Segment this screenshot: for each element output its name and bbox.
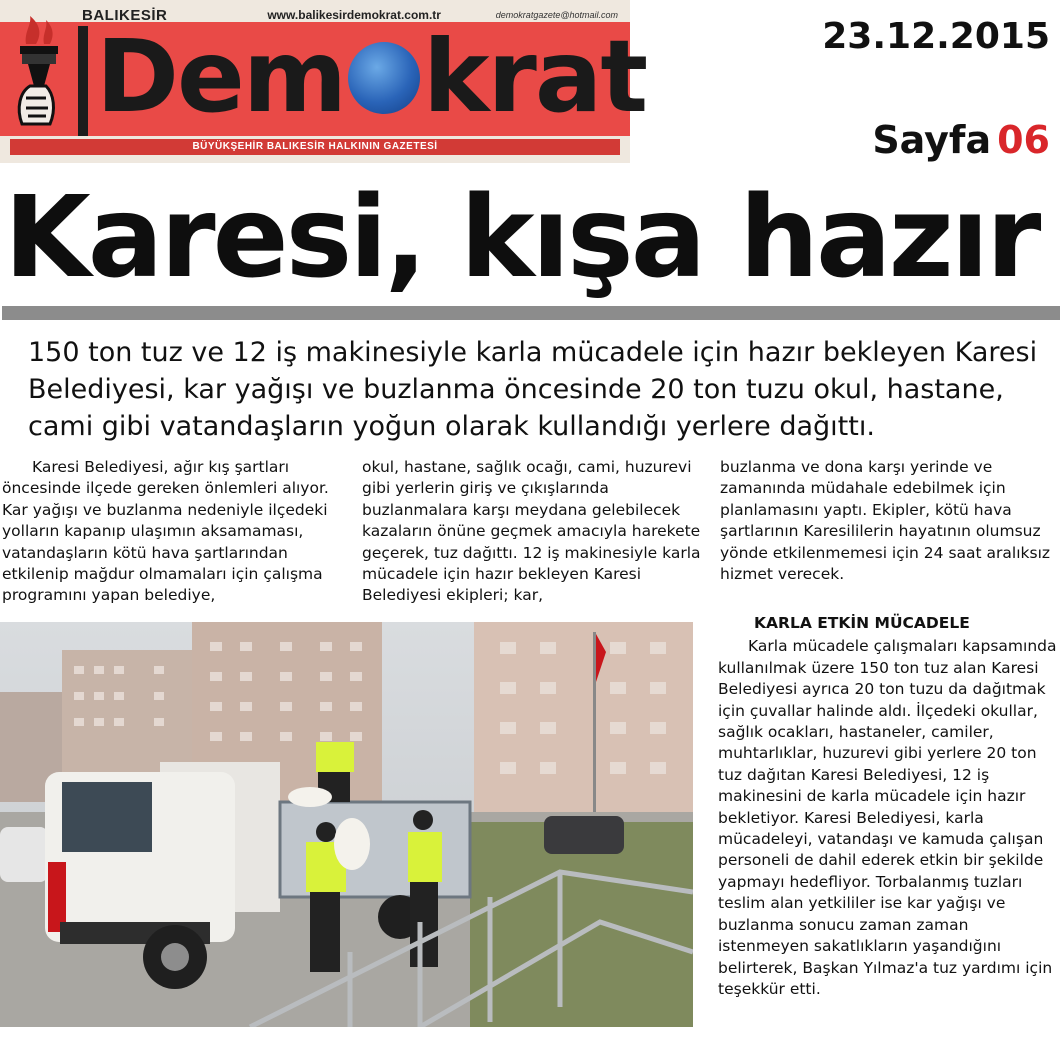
body-column-3: buzlanma ve dona karşı yerinde ve zamanında müdahale edebilmek için planlamasını yaptı. Ekipler, kötü hava şartlarının Karesililerin hayatının olumsuz yönde etkilenmemesi için 24 saat aralıksız hizmet verecek. — [720, 458, 1051, 584]
lead-paragraph: 150 ton tuz ve 12 iş makinesiyle karla mücadele için hazır bekleyen Karesi Belediyesi, kar yağışı ve buzlanma öncesinde 20 ton tuzu okul, hastane, cami gibi vatandaşların yoğun olarak kullandığı yerlere dağıttı. — [28, 337, 1038, 442]
body-column-4 — [718, 613, 1060, 1000]
news-photo — [0, 622, 693, 1027]
page-number — [872, 118, 1050, 162]
masthead-divider — [78, 26, 88, 136]
page-label-text: Sayfa — [872, 118, 992, 162]
photo-illustration — [0, 622, 693, 1027]
masthead-email: demokratgazete@hotmail.com — [495, 10, 618, 20]
body-column-2: okul, hastane, sağlık ocağı, cami, huzurevi gibi yerlerin giriş ve çıkışlarında buzlanmalara karşı meydana gelebilecek kazaların önüne geçmek amacıyla harekete geçerek, tuz dağıttı. 12 iş makinesiyle karla mücadele için hazır bekleyen Karesi Belediyesi ekipleri; kar, — [362, 458, 701, 605]
newspaper-logo — [96, 18, 647, 136]
logo-text-right: krat — [423, 18, 647, 135]
torch-logo-icon — [6, 14, 76, 134]
subheading: KARLA ETKİN MÜCADELE — [754, 614, 970, 632]
logo-text-left: Dem — [96, 18, 346, 135]
headline: Karesi, kışa hazır — [4, 173, 1039, 303]
masthead-city: BALIKESİR — [82, 6, 168, 24]
body-column-4-text: Karla mücadele çalışmaları kapsamında kullanılmak üzere 150 ton tuz alan Karesi Belediyesi ayrıca 20 ton tuzu da dağıtmak için çuvallar halinde aldı. İlçedeki okullar, sağlık ocakları, hastaneler, camiler, muhtarlıklar, huzurevi gibi yerlere 20 ton tuz dağıtan Karesi Belediyesi, 12 iş makinesini de karla mücadele için hazır bekletiyor. Karesi Belediyesi, karla mücadeleyi, vatandaşı ve kamuda çalışan personeli de dahil ederek etkin bir şekilde yapmayı hedefliyor. Torbalanmış tuzları teslim alan yetkililer ise kar yağışı ve buzlanma sonucu zaman zaman istenmeyen sakatlıkların yaşandığını belirterek, Başkan Yılmaz'a tuz yardımı için teşekkür etti. — [718, 637, 1057, 998]
masthead-website: www.balikesirdemokrat.com.tr — [267, 8, 441, 22]
masthead — [0, 0, 647, 163]
headline-rule — [2, 306, 1060, 320]
body-column-1: Karesi Belediyesi, ağır kış şartları öncesinde ilçede gereken önlemleri alıyor. Kar yağışı ve buzlanma nedeniyle ilçedeki yolların kapanıp ulaşımın aksamaması, vatandaşların kötü hava şartlarından etkilenip mağdur olmamaları için çalışma programını yapan belediye, — [2, 458, 329, 605]
page-number-value: 06 — [997, 118, 1050, 162]
globe-icon — [348, 42, 420, 114]
masthead-tagline: BÜYÜKŞEHİR BALIKESİR HALKININ GAZETESİ — [10, 139, 620, 155]
issue-date: 23.12.2015 — [822, 16, 1050, 57]
